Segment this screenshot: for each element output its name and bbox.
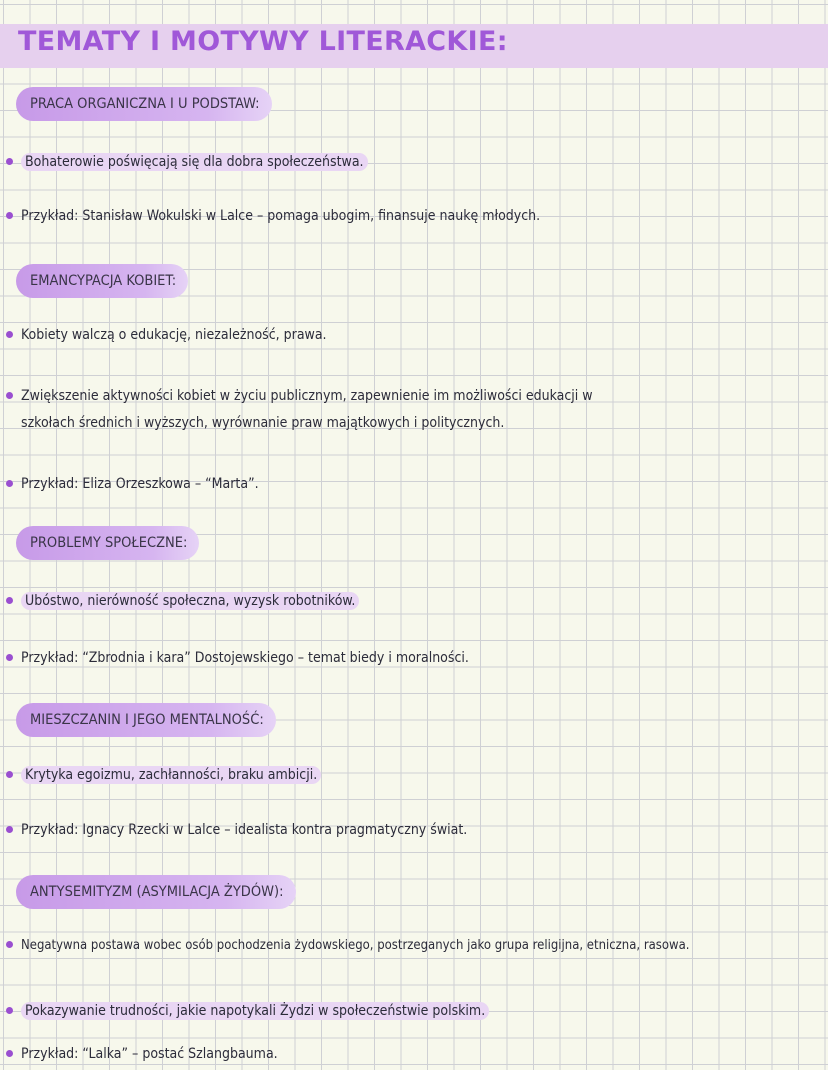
list-item-text: Pokazywanie trudności, jakie napotykali Żydzi w społeczeństwie polskim. (21, 1002, 489, 1020)
list-item-text: Przykład: Ignacy Rzecki w Lalce – idealista kontra pragmatyczny świat. (21, 822, 468, 838)
list-item-text: Przykład: Stanisław Wokulski w Lalce – pomaga ubogim, finansuje naukę młodych. (21, 208, 541, 224)
bullet-dot-icon (6, 1050, 13, 1057)
list-item-continuation (6, 410, 504, 436)
list-item (6, 762, 321, 788)
list-item-text: Zwiększenie aktywności kobiet w życiu publicznym, zapewnienie im możliwości edukacji w (21, 388, 593, 404)
list-item (6, 471, 259, 497)
list-item (6, 645, 469, 671)
list-item (6, 588, 359, 614)
page-title: TEMATY I MOTYWY LITERACKIE: (18, 26, 508, 57)
list-item (6, 149, 368, 175)
list-item (6, 1041, 278, 1067)
list-item (6, 322, 327, 348)
bullet-dot-icon (6, 158, 13, 165)
list-item (6, 998, 489, 1024)
list-item (6, 203, 540, 229)
bullet-dot-icon (6, 331, 13, 338)
list-item (6, 383, 593, 409)
bullet-dot-icon (6, 392, 13, 399)
list-item-text: Ubóstwo, nierówność społeczna, wyzysk robotników. (21, 592, 359, 610)
list-item (6, 817, 467, 843)
bullet-dot-icon (6, 941, 13, 948)
list-item-text: Krytyka egoizmu, zachłanności, braku ambicji. (21, 766, 321, 784)
section-heading-praca-organiczna: PRACA ORGANICZNA I U PODSTAW: (16, 87, 272, 121)
bullet-dot-icon (6, 654, 13, 661)
list-item-text: Negatywna postawa wobec osób pochodzenia żydowskiego, postrzeganych jako grupa religijna, etniczna, rasowa. (21, 938, 690, 953)
list-item-text: szkołach średnich i wyższych, wyrównanie praw majątkowych i politycznych. (21, 415, 505, 431)
list-item-text: Przykład: Eliza Orzeszkowa – “Marta”. (21, 476, 259, 492)
bullet-dot-icon (6, 480, 13, 487)
list-item-text: Kobiety walczą o edukację, niezależność, prawa. (21, 327, 327, 343)
list-item-text: Przykład: “Zbrodnia i kara” Dostojewskiego – temat biedy i moralności. (21, 650, 469, 666)
bullet-dot-icon (6, 597, 13, 604)
bullet-dot-icon (6, 826, 13, 833)
list-item-text: Bohaterowie poświęcają się dla dobra społeczeństwa. (21, 153, 368, 171)
section-heading-mieszczanin: MIESZCZANIN I JEGO MENTALNOŚĆ: (16, 703, 276, 737)
bullet-dot-icon (6, 212, 13, 219)
section-heading-problemy-spoleczne: PROBLEMY SPOŁECZNE: (16, 526, 199, 560)
bullet-dot-icon (6, 771, 13, 778)
section-heading-emancypacja-kobiet: EMANCYPACJA KOBIET: (16, 264, 188, 298)
section-heading-antysemityzm: ANTYSEMITYZM (ASYMILACJA ŻYDÓW): (16, 875, 296, 909)
list-item (6, 933, 689, 959)
list-item-text: Przykład: “Lalka” – postać Szlangbauma. (21, 1046, 278, 1062)
bullet-dot-icon (6, 1007, 13, 1014)
